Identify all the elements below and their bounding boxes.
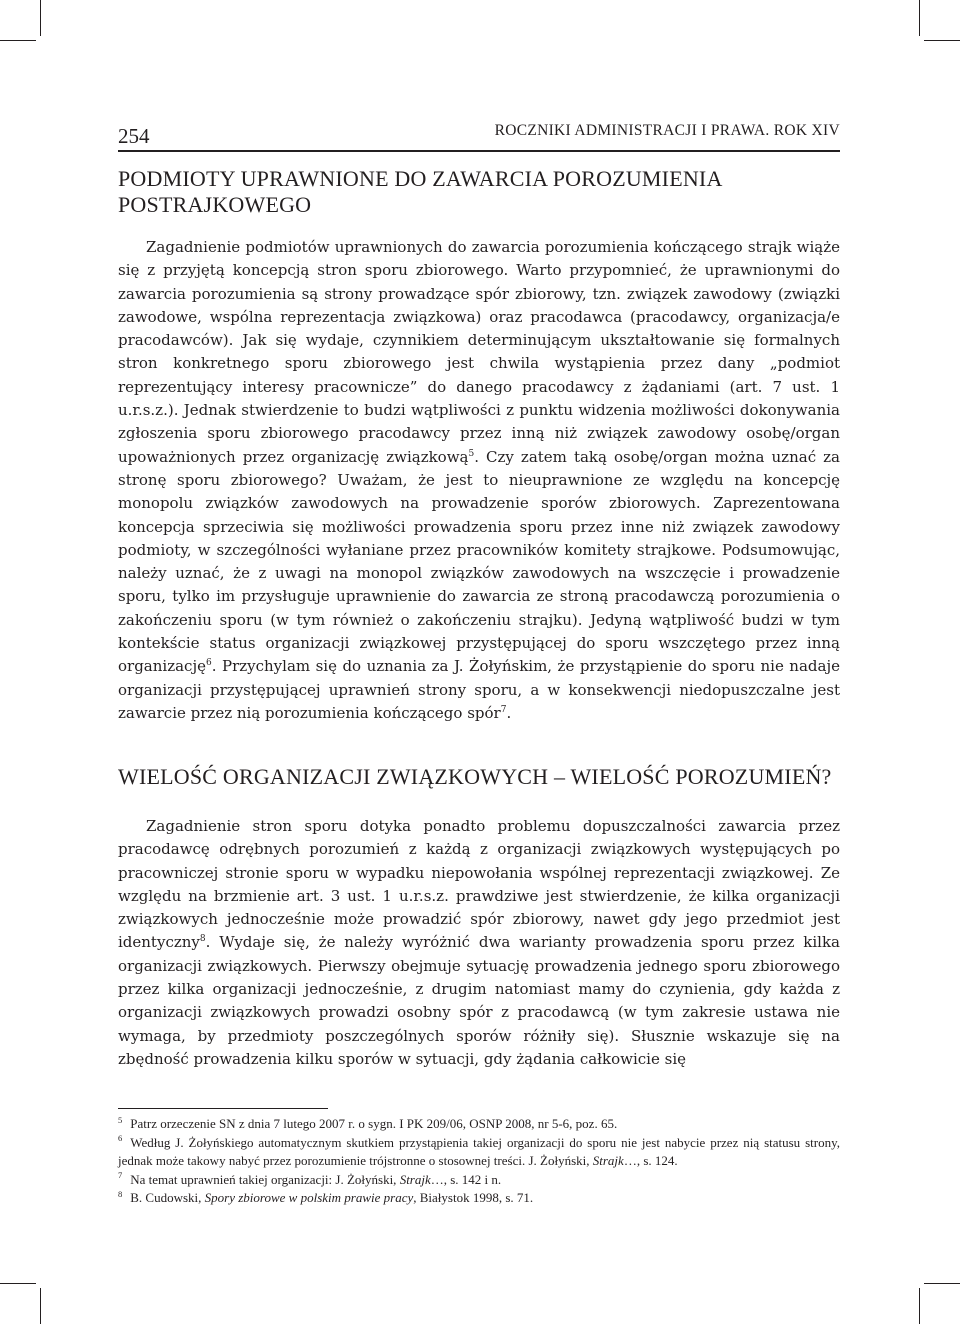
body-paragraph <box>118 236 840 725</box>
footnote-text: Według J. Żołyńskiego automatycznym skutkiem przystąpienia takiej organizacji do sporu nie jest nabycie przez nią statusu strony, jednak może takowy nabyć przez porozumienie trójstronne o stosownej treści. J. Żołyński, <box>118 1134 840 1168</box>
paragraph-text: . Czy zatem taką osobę/organ można uznać za stronę sporu zbiorowego? Uważam, że jest to nieuprawnione ze względu na koncepcję monopolu związków zawodowych na prowadzenie sporów zbiorowych. Zaprezentowana koncepcja sprzeciwia się możliwości prowadzenia sporu przez inne niż związek zawodowy podmioty, w szczególności wyłaniane przez pracowników komitety strajkowe. Podsumowując, należy uznać, że z uwagi na monopol związków zawodowych na wszczęcie i prowadzenie sporu, tylko im przysługuje uprawnienie do zawarcia ze stroną pracodawczą porozumienia o zakończeniu sporu (w tym również o zakończeniu strajku). Jedyną wątpliwość budzi w tym kontekście status organizacji związkowej przystępującej do sporu wszczętego przez inną organizację <box>118 447 840 676</box>
page-number: 254 <box>118 124 150 148</box>
footnote-ref[interactable]: 5 <box>468 448 475 459</box>
footnote-italic: Strajk <box>592 1153 624 1168</box>
footnote-ref[interactable]: 6 <box>205 658 212 669</box>
paragraph-text: . <box>506 703 512 722</box>
body-paragraph <box>118 815 840 1071</box>
section-heading: WIELOŚĆ ORGANIZACJI ZWIĄZKOWYCH – WIELOŚĆ POROZUMIEŃ? <box>118 764 832 789</box>
footnote-ref[interactable]: 8 <box>199 934 206 945</box>
paragraph-text: . Przychylam się do uznania za J. Żołyńskim, że przystąpienie do sporu nie nadaje organizacji przystępującej uprawnień strony sporu, a w konsekwencji niedopuszczalne jest zawarcie przez nią porozumienia kończącego spór <box>118 657 840 722</box>
crop-mark <box>919 1288 920 1324</box>
footnote <box>118 1171 840 1190</box>
footnote-number: 7 <box>118 1170 123 1181</box>
crop-mark <box>40 0 41 36</box>
paragraph-text: . Wydaje się, że należy wyróżnić dwa warianty prowadzenia sporu przez kilka organizacji związkowych. Pierwszy obejmuje sytuację prowadzenia jednego sporu zbiorowego przez kilka organizacji jednocześnie, z drugim natomiast mamy do czynienia, gdy każda z organizacji związkowych prowadzi osobny spór z pracodawcą (w tym zakresie ustawa nie wymaga, by przedmioty poszczególnych sporów różniły się). Słusznie wskazuje się na zbędność prowadzenia kilku sporów w sytuacji, gdy żądania całkowicie się <box>118 933 840 1068</box>
crop-mark <box>924 1283 960 1284</box>
footnote <box>118 1189 840 1208</box>
paragraph-text: Zagadnienie stron sporu dotyka ponadto problemu dopuszczalności zawarcia przez pracodawcę odrębnych porozumień z każdą z organizacji związkowych występujących po pracowniczej stronie sporu w wypadku niepowołania wspólnej reprezentacji związkowej. Ze względu na brzmienie art. 3 ust. 1 u.r.s.z. prawdziwe jest stwierdzenie, że kilka organizacji związkowych jednocześnie może prowadzić spór zbiorowy, nawet gdy jego przedmiot jest identyczny <box>118 817 840 952</box>
footnote <box>118 1134 840 1171</box>
section-heading: PODMIOTY UPRAWNIONE DO ZAWARCIA POROZUMIENIA POSTRAJKOWEGO <box>118 166 722 217</box>
footnote-number: 6 <box>118 1133 123 1144</box>
footnote-italic: Spory zbiorowe w polskim prawie pracy <box>204 1190 414 1205</box>
crop-mark <box>40 1288 41 1324</box>
footnote-text: …, s. 124. <box>623 1153 678 1168</box>
footnote-rule <box>118 1108 328 1109</box>
footnotes <box>118 1115 840 1208</box>
crop-mark <box>924 40 960 41</box>
footnote-text: B. Cudowski, <box>130 1190 205 1205</box>
crop-mark <box>919 0 920 36</box>
footnote-italic: Strajk <box>399 1171 431 1187</box>
crop-mark <box>0 1283 36 1284</box>
page-header <box>118 116 840 150</box>
paragraph-text: Zagadnienie podmiotów uprawnionych do zawarcia porozumienia kończącego strajk wiąże się z przyjętą koncepcją stron sporu zbiorowego. Warto przypomnieć, że uprawnionymi do zawarcia porozumienia są strony prowadzące spór zbiorowy, tzn. związek zawodowy (związki zawodowe, wspólna reprezentacja związkowa) oraz pracodawca (pracodawcy, organizacja/e pracodawców). Jak się wydaje, czynnikiem determinującym ukształtowanie się formalnych stron konkretnego sporu zbiorowego jest chwila wystąpienia przez dany „podmiot reprezentujący interesy pracownicze” do danego pracodawcy z żądaniami (art. 7 ust. 1 u.r.s.z.). Jednak stwierdzenie to budzi wątpliwości z punktu widzenia możliwości dokonywania zgłoszenia sporu zbiorowego pracodawcy przez inną niż związek zawodowy osobę/organ upoważnionych przez organizację związkową <box>118 238 840 466</box>
header-rule <box>118 150 840 152</box>
footnote-ref[interactable]: 7 <box>500 704 507 715</box>
footnote-number: 8 <box>118 1188 123 1199</box>
footnote-text: Na temat uprawnień takiej organizacji: J. Żołyński, <box>130 1171 400 1187</box>
footnote-number: 5 <box>118 1114 123 1125</box>
footnote <box>118 1115 840 1134</box>
footnote-text: Patrz orzeczenie SN z dnia 7 lutego 2007 r. o sygn. I PK 209/06, OSNP 2008, nr 5-6, poz. 65. <box>130 1116 618 1131</box>
crop-mark <box>0 40 36 41</box>
footnote-text: , Białystok 1998, s. 71. <box>413 1190 534 1205</box>
running-title: ROCZNIKI ADMINISTRACJI I PRAWA. ROK XIV <box>494 122 840 139</box>
footnote-text: …, s. 142 i n. <box>430 1171 502 1187</box>
